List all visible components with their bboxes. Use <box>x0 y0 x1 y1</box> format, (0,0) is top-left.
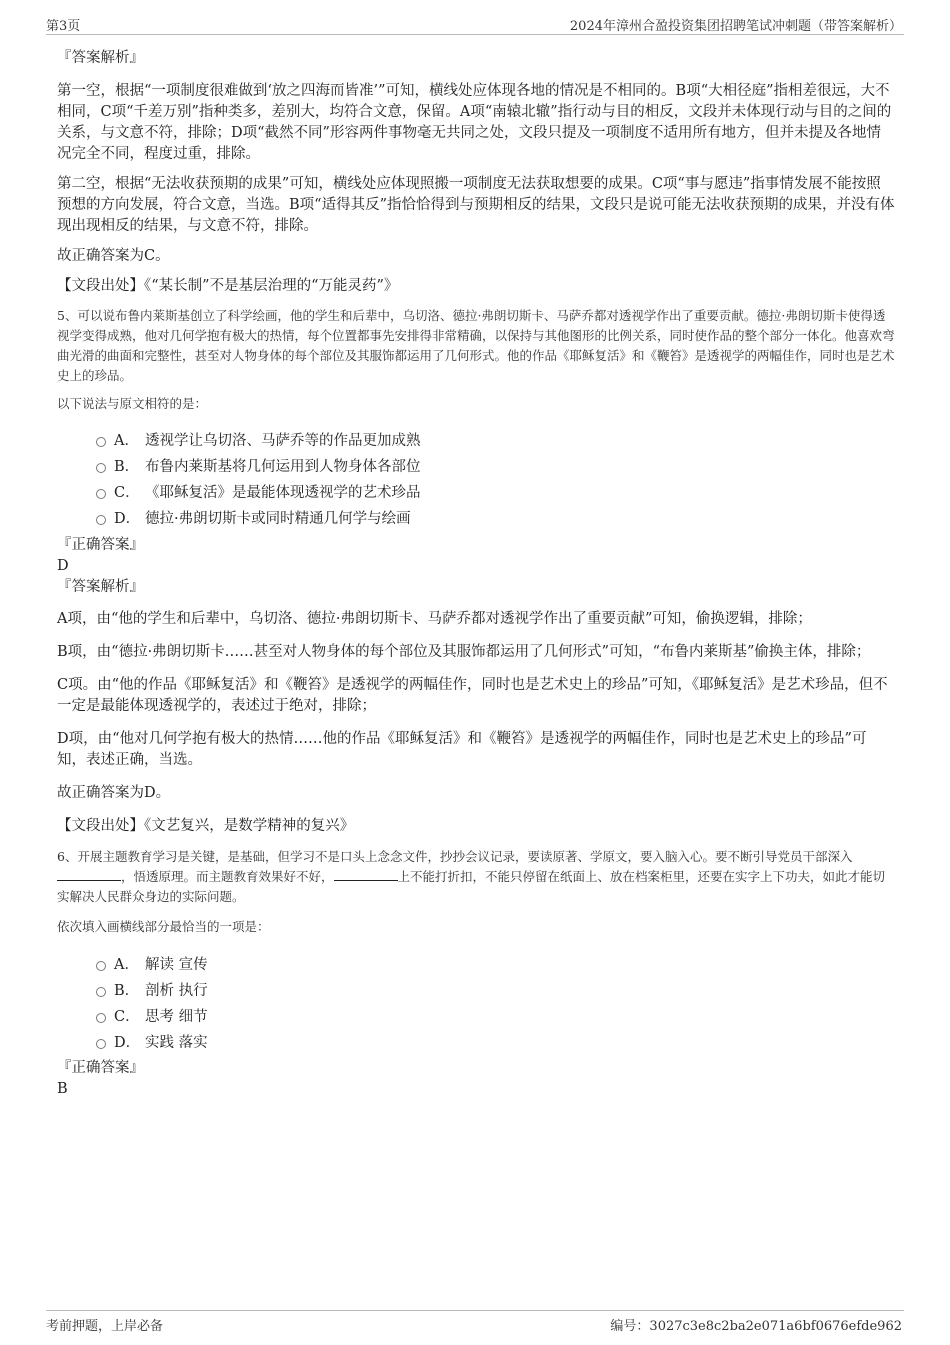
q5-analysis-d: D项，由“他对几何学抱有极大的热情……他的作品《耶稣复活》和《鞭笞》是透视学的两幅佳作，同时也是艺术史上的珍品”可知，表述正确，当选。 <box>57 731 867 768</box>
q6-answer-tag: 『正确答案』 <box>57 1060 144 1076</box>
radio-button[interactable] <box>96 515 106 525</box>
q5-option-b[interactable]: B． 布鲁内莱斯基将几何运用到人物身体各部位 <box>57 454 895 480</box>
radio-button[interactable] <box>96 489 106 499</box>
document-title: 2024年漳州合盈投资集团招聘笔试冲刺题（带答案解析） <box>569 19 902 34</box>
q6-option-a[interactable]: A． 解读 宣传 <box>57 952 895 978</box>
footer-slogan: 考前押题，上岸必备 <box>46 1319 164 1334</box>
document-body <box>57 48 895 1100</box>
q5-analysis-tag: 『答案解析』 <box>57 579 144 595</box>
radio-button[interactable] <box>96 1013 106 1023</box>
radio-button[interactable] <box>96 961 106 971</box>
q6-answer: B <box>57 1081 68 1097</box>
q5-answer-tag: 『正确答案』 <box>57 537 144 553</box>
document-id: 编号：3027c3e8c2ba2e071a6bf0676efde962 <box>610 1319 902 1334</box>
radio-button[interactable] <box>96 987 106 997</box>
radio-button[interactable] <box>96 463 106 473</box>
q5-answer: D <box>57 558 69 574</box>
q6-prompt: 依次填入画横线部分最恰当的一项是： <box>57 919 270 934</box>
q5-options <box>57 428 895 532</box>
q5-analysis-a: A项，由“他的学生和后辈中，乌切洛、德拉·弗朗切斯卡、马萨乔都对透视学作出了重要贡献”可知，偷换逻辑，排除； <box>57 611 812 627</box>
q5-option-d[interactable]: D． 德拉·弗朗切斯卡或同时精通几何学与绘画 <box>57 506 895 532</box>
q6-option-d[interactable]: D． 实践 落实 <box>57 1030 895 1056</box>
radio-button[interactable] <box>96 437 106 447</box>
q6-options <box>57 952 895 1056</box>
q5-prompt: 以下说法与原文相符的是： <box>57 396 208 411</box>
q6-option-b[interactable]: B． 剖析 执行 <box>57 978 895 1004</box>
q5-option-c[interactable]: C． 《耶稣复活》是最能体现透视学的艺术珍品 <box>57 480 895 506</box>
q4-analysis-para2: 第二空，根据“无法收获预期的成果”可知，横线处应体现照搬一项制度无法获取想要的成果。C项“事与愿违”指事情发展不能按照预想的方向发展，符合文意，当选。B项“适得其反”指恰恰得到与预期相反的结果，文段只是说可能无法收获预期的成果，并没有体现出现相反的结果，与文意不符，排除。 <box>57 176 895 234</box>
fill-blank <box>57 868 121 881</box>
q6-option-c[interactable]: C． 思考 细节 <box>57 1004 895 1030</box>
q5-source: 【文段出处】《文艺复兴，是数学精神的复兴》 <box>57 818 355 834</box>
q6-stem: 6、开展主题教育学习是关键，是基础，但学习不是口头上念念文件，抄抄会议记录，要读原著、学原文，要入脑入心。要不断引导党员干部深入，悟透原理。而主题教育效果好不好， 上不能打折扣，不能只停留在纸面上、放在档案柜里，还要在实字上下功夫，如此才能切实解决人民群众身边的实际问题。 <box>57 849 886 904</box>
fill-blank <box>334 868 398 881</box>
q4-analysis-tag: 『答案解析』 <box>57 50 144 66</box>
q5-analysis-b: B项，由“德拉·弗朗切斯卡……甚至对人物身体的每个部位及其服饰都运用了几何形式”可知，“布鲁内莱斯基”偷换主体，排除； <box>57 644 871 660</box>
q4-analysis-para1: 第一空，根据“一项制度很难做到‘放之四海而皆准’”可知，横线处应体现各地的情况是不相同的。B项“大相径庭”指相差很远，大不相同，C项“千差万别”指种类多，差别大，均符合文意，保留。A项“南辕北辙”指行动与目的相反，文段并未体现行动与目的之间的关系，与文意不符，排除；D项“截然不同”形容两件事物毫无共同之处，文段只提及一项制度不适用所有地方，但并未提及各地情况完全不同，程度过重，排除。 <box>57 83 892 162</box>
radio-button[interactable] <box>96 1039 106 1049</box>
q5-analysis-c: C项。由“他的作品《耶稣复活》和《鞭笞》是透视学的两幅佳作，同时也是艺术史上的珍品”可知，《耶稣复活》是艺术珍品，但不一定是最能体现透视学的，表述过于绝对，排除； <box>57 677 888 714</box>
page-number: 第3页 <box>46 19 81 34</box>
page-footer <box>46 1310 904 1335</box>
q5-option-a[interactable]: A． 透视学让乌切洛、马萨乔等的作品更加成熟 <box>57 428 895 454</box>
q5-stem: 5、可以说布鲁内莱斯基创立了科学绘画，他的学生和后辈中，乌切洛、德拉·弗朗切斯卡、马萨乔都对透视学作出了重要贡献。德拉·弗朗切斯卡使得透视学变得成熟，他对几何学抱有极大的热情，每个位置都事先安排得非常精确，以保持与其他图形的比例关系，同时使作品的整个部分一体化。他喜欢弯曲光滑的曲面和完整性，甚至对人物身体的每个部位及其服饰都运用了几何形式。他的作品《耶稣复活》和《鞭笞》是透视学的两幅佳作，同时也是艺术史上的珍品。 <box>57 308 895 383</box>
q5-conclusion: 故正确答案为D。 <box>57 785 171 801</box>
q4-source: 【文段出处】《“某长制”不是基层治理的“万能灵药”》 <box>57 278 399 294</box>
page-header <box>46 14 904 35</box>
q4-conclusion: 故正确答案为C。 <box>57 248 170 264</box>
